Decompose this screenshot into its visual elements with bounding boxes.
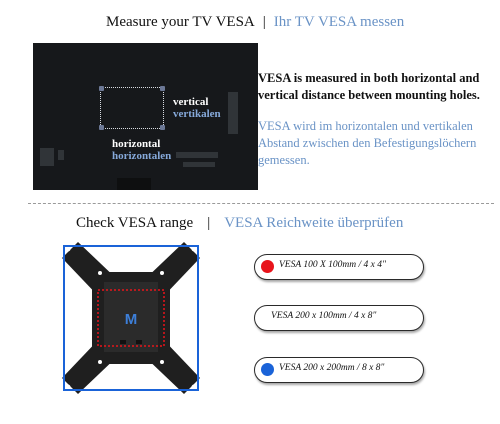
tv-port <box>58 150 64 160</box>
vesa-option-label: VESA 200 x 200mm / 8 x 8" <box>279 363 385 373</box>
mounting-hole <box>99 86 104 91</box>
measure-heading-de: Ihr TV VESA messen <box>273 14 405 30</box>
bracket-slot <box>136 340 142 344</box>
bracket-slot <box>120 340 126 344</box>
red-dot-icon <box>261 260 274 273</box>
vesa-option-label: VESA 200 x 100mm / 4 x 8" <box>271 311 377 321</box>
vesa-hole-pattern <box>100 87 164 129</box>
vesa-option-100x100 <box>254 254 424 280</box>
range-heading <box>76 214 403 232</box>
vertical-label-de: vertikalen <box>173 108 221 120</box>
explanation-en: VESA is measured in both horizontal and vertical distance between mounting holes. <box>258 71 480 102</box>
range-heading-de: VESA Reichweite überprüfen <box>224 215 404 231</box>
blue-dot-icon <box>261 363 274 376</box>
mounting-hole <box>160 125 165 130</box>
bracket-logo: M <box>124 311 138 328</box>
tv-port <box>176 152 218 158</box>
vesa-option-200x200 <box>254 357 424 383</box>
mounting-hole <box>99 125 104 130</box>
mounting-hole <box>160 86 165 91</box>
measure-heading-en: Measure your TV VESA <box>106 14 255 30</box>
vesa-option-label: VESA 100 X 100mm / 4 x 4" <box>279 260 386 270</box>
heading-separator: | <box>207 215 211 231</box>
tv-port <box>183 162 215 167</box>
mounting-bracket <box>58 238 204 398</box>
vertical-label: vertical <box>173 96 209 108</box>
horizontal-label-de: horizontalen <box>112 150 172 162</box>
heading-separator: | <box>262 14 266 30</box>
range-heading-en: Check VESA range <box>76 215 194 231</box>
measure-heading <box>106 13 404 31</box>
tv-port <box>228 92 238 134</box>
tv-stand <box>117 178 151 190</box>
horizontal-label: horizontal <box>112 138 161 150</box>
vesa-option-200x100 <box>254 305 424 331</box>
section-divider <box>28 203 494 204</box>
explanation-de: VESA wird im horizontalen und vertikalen Abstand zwischen den Befestigungslöchern gemessen. <box>258 119 477 167</box>
tv-port <box>40 148 54 166</box>
